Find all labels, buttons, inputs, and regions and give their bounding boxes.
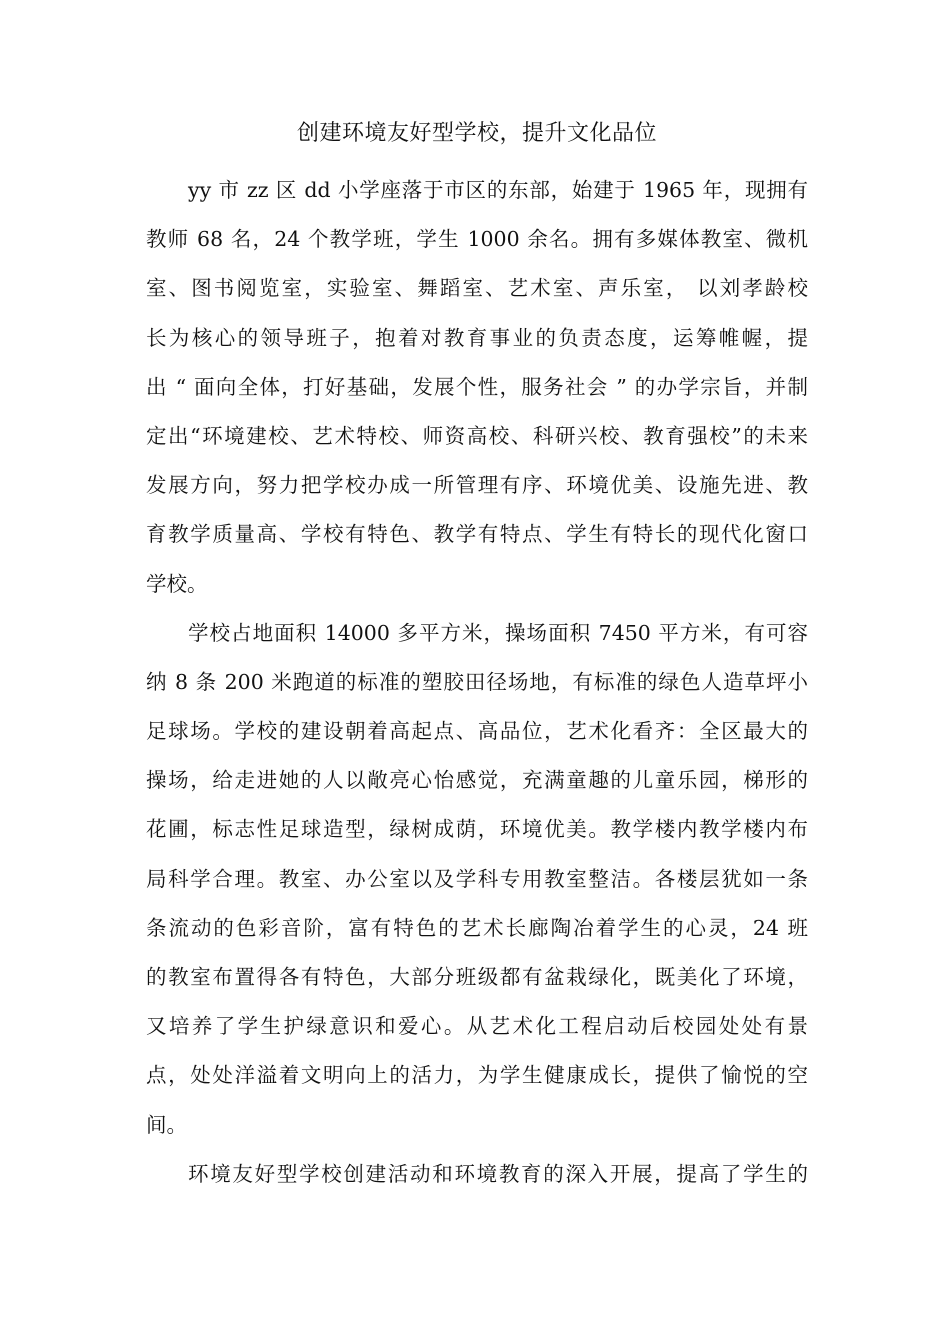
text-line: 点，处处洋溢着文明向上的活力，为学生健康成长，提供了愉悦的空 <box>146 1063 808 1088</box>
paragraph-environmental-education <box>146 1150 808 1199</box>
paragraph-campus-environment <box>146 609 808 1150</box>
text-line: 出 “ 面向全体，打好基础，发展个性，服务社会 ” 的办学宗旨，并制 <box>146 374 808 399</box>
text-line: 的教室布置得各有特色，大部分班级都有盆栽绿化，既美化了环境， <box>146 965 808 989</box>
text-line: 花圃，标志性足球造型，绿树成荫，环境优美。教学楼内教学楼内布 <box>146 817 808 842</box>
document-title: 创建环境友好型学校，提升文化品位 <box>296 121 657 146</box>
text-line: 教师 68 名，24 个教学班，学生 1000 余名。拥有多媒体教室、微机 <box>146 227 808 252</box>
text-line: 条流动的色彩音阶，富有特色的艺术长廊陶冶着学生的心灵，24 班 <box>146 915 808 940</box>
text-line: yy 市 zz 区 dd 小学座落于市区的东部，始建于 1965 年，现拥有 <box>188 178 808 202</box>
text-line: 学校占地面积 14000 多平方米，操场面积 7450 平方米，有可容 <box>188 620 808 645</box>
paragraph-school-overview <box>146 166 808 609</box>
text-line: 局科学合理。教室、办公室以及学科专用教室整洁。各楼层犹如一条 <box>146 866 808 891</box>
text-line: 育教学质量高、学校有特色、教学有特点、学生有特长的现代化窗口 <box>146 522 808 547</box>
text-line: 定出“环境建校、艺术特校、师资高校、科研兴校、教育强校”的未来 <box>146 423 808 448</box>
text-line: 室、图书阅览室，实验室、舞蹈室、艺术室、声乐室， 以刘孝龄校 <box>146 276 808 301</box>
text-line: 学校。 <box>146 571 208 596</box>
text-line: 又培养了学生护绿意识和爱心。从艺术化工程启动后校园处处有景 <box>146 1014 808 1039</box>
text-line: 足球场。学校的建设朝着高起点、高品位，艺术化看齐：全区最大的 <box>146 719 808 744</box>
text-line: 间。 <box>146 1112 187 1137</box>
text-line: 纳 8 条 200 米跑道的标准的塑胶田径场地，有标准的绿色人造草坪小 <box>146 669 808 694</box>
text-line: 长为核心的领导班子，抱着对教育事业的负责态度，运筹帷幄，提 <box>146 325 808 350</box>
text-line: 发展方向，努力把学校办成一所管理有序、环境优美、设施先进、教 <box>146 473 808 498</box>
document-page <box>146 112 808 1199</box>
text-line: 操场，给走进她的人以敞亮心怡感觉，充满童趣的儿童乐园，梯形的 <box>146 768 808 793</box>
text-line: 环境友好型学校创建活动和环境教育的深入开展，提高了学生的 <box>188 1161 808 1186</box>
